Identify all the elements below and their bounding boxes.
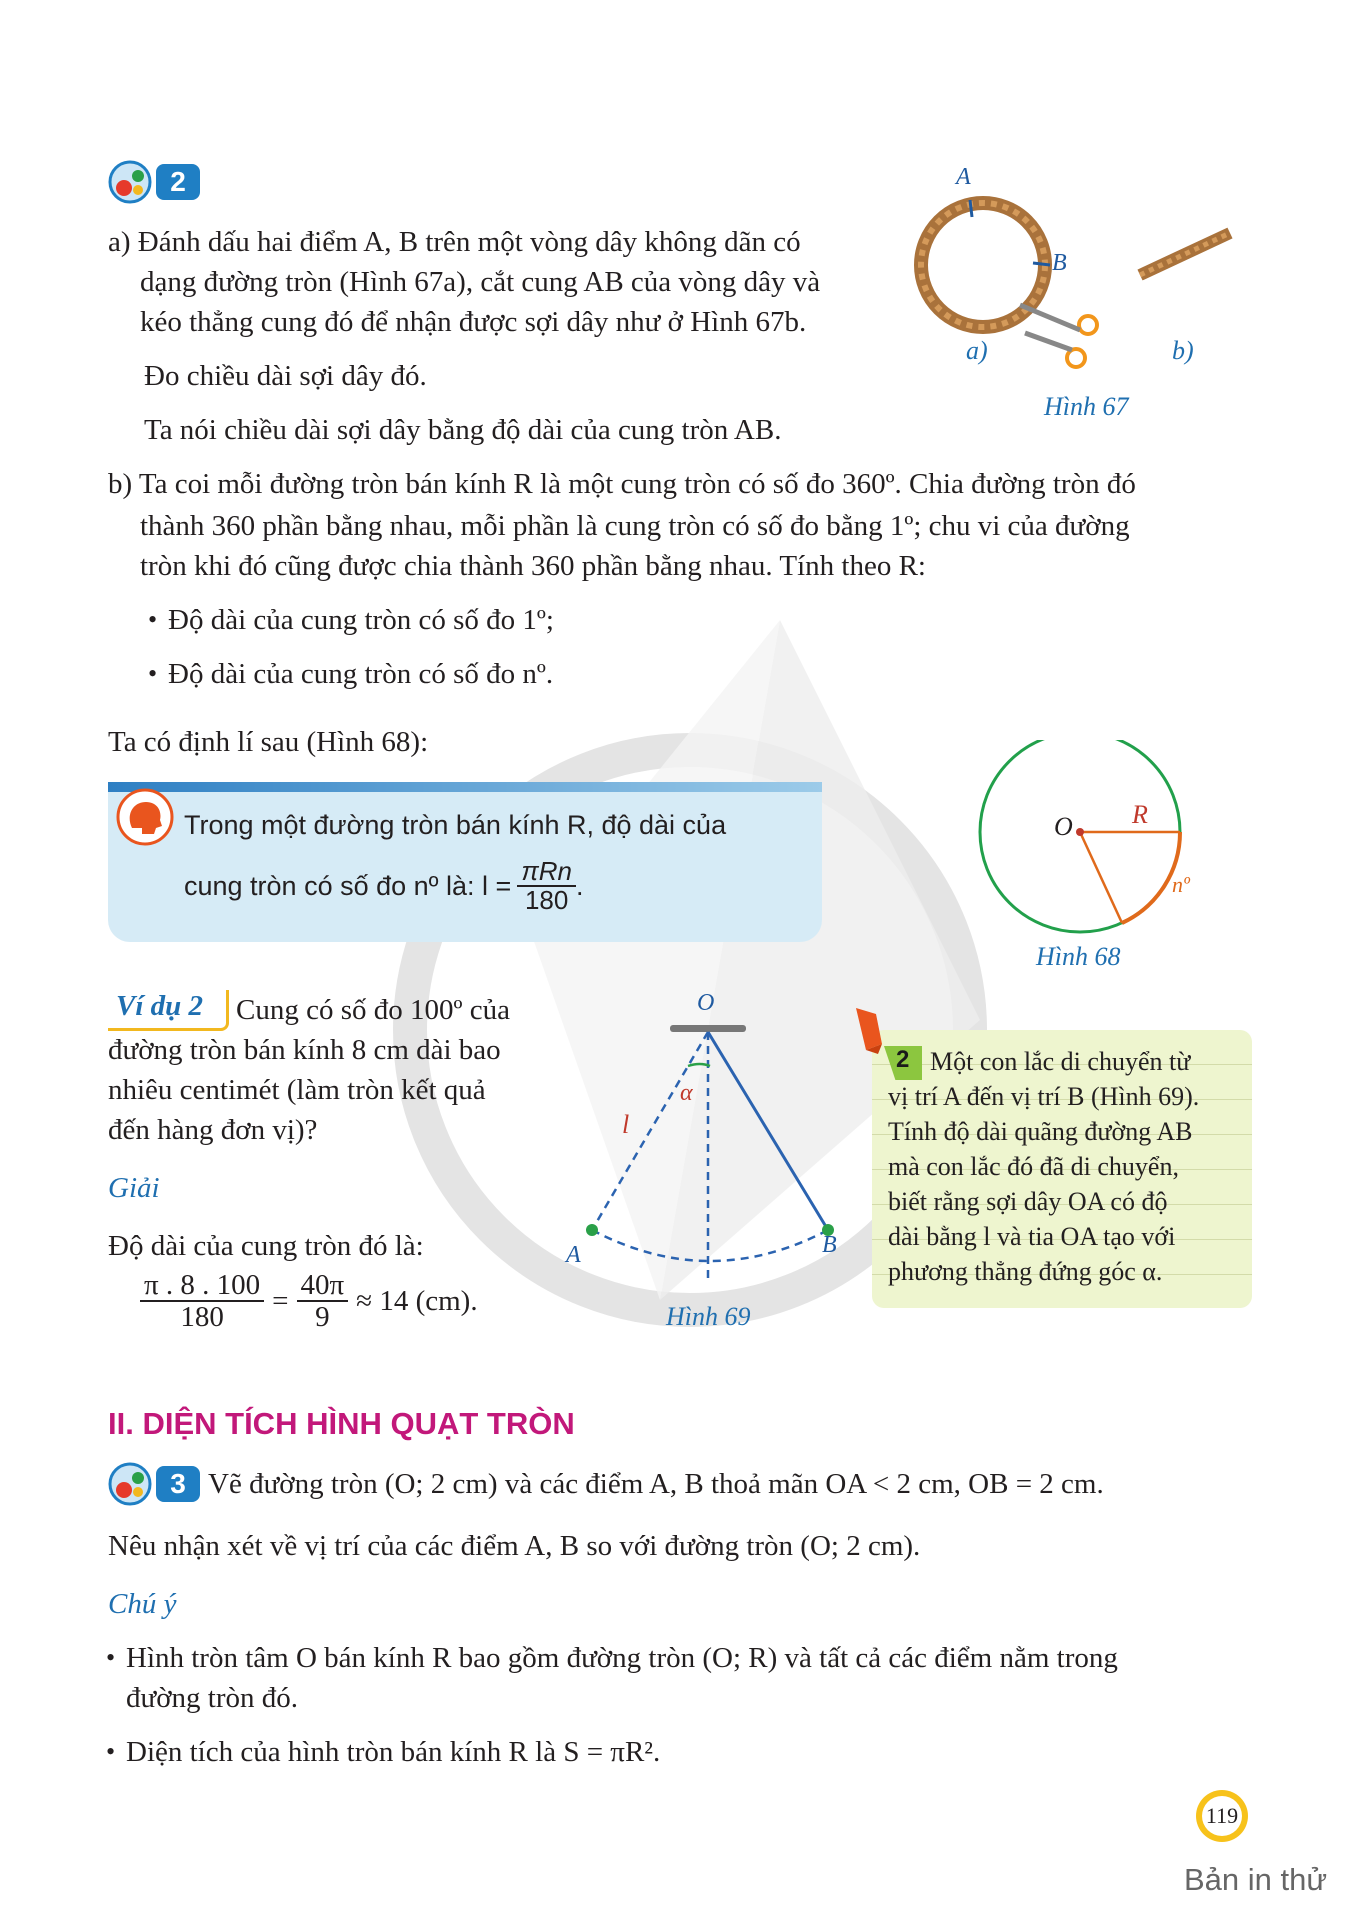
example-line1: Cung có số đo 100º của (236, 994, 510, 1026)
practice-line3: Tính độ dài quãng đường AB (888, 1117, 1193, 1146)
figure-68-circle (970, 740, 1200, 940)
practice-line1: Một con lắc di chuyển từ (930, 1047, 1191, 1076)
head-icon (116, 788, 174, 846)
fig69-label-B: B (822, 1232, 837, 1258)
scissors-icon (1020, 305, 1097, 367)
solution-line: Độ dài của cung tròn đó là: (108, 1230, 424, 1262)
activity2-b-line3: tròn khi đó cũng được chia thành 360 phần bằng nhau. Tính theo R: (140, 550, 926, 582)
activity2-b-line1: b) Ta coi mỗi đường tròn bán kính R là một cung tròn có số đo 360º. Chia đường tròn đó (108, 468, 1136, 500)
theorem-frac-den: 180 (524, 885, 569, 916)
fig67-label-b: b) (1172, 336, 1194, 365)
activity-number: 3 (156, 1466, 200, 1502)
fig67-label-A: A (956, 164, 971, 190)
practice-line7: phương thẳng đứng góc α. (888, 1257, 1163, 1286)
formula-frac1 (140, 1270, 264, 1333)
activity2-bullet2: • Độ dài của cung tròn có số đo nº. (168, 654, 553, 694)
activity2-a-line3: kéo thẳng cung đó để nhận được sợi dây như ở Hình 67b. (140, 306, 807, 338)
figure-67-rope (900, 165, 1260, 375)
solution-formula (140, 1270, 478, 1333)
activity2-b-line2: thành 360 phần bằng nhau, mỗi phần là cung tròn có số đo bằng 1º; chu vi của đường (140, 510, 1130, 542)
example-label: Ví dụ 2 (116, 990, 204, 1022)
theorem-line1: Trong một đường tròn bán kính R, độ dài của (184, 810, 727, 840)
activity2-a-line2: dạng đường tròn (Hình 67a), cắt cung AB của vòng dây và (140, 266, 821, 298)
activity-badge-2 (108, 162, 204, 202)
activity2-bullet1: • Độ dài của cung tròn có số đo 1º; (168, 600, 554, 640)
fig68-label-O: O (1054, 812, 1073, 841)
note-label: Chú ý (108, 1588, 177, 1620)
theorem-intro: Ta có định lí sau (Hình 68): (108, 726, 429, 758)
practice-line6: dài bằng l và tia OA tạo với (888, 1222, 1176, 1251)
practice-line4: mà con lắc đó đã di chuyển, (888, 1152, 1179, 1181)
fig67-caption: Hình 67 (1044, 392, 1129, 421)
activity2-a-line5: Ta nói chiều dài sợi dây bằng độ dài của cung tròn AB. (144, 414, 782, 446)
formula-frac2-den: 9 (315, 1301, 330, 1334)
draft-watermark-text: Bản in thử (1184, 1862, 1328, 1897)
activity-badge-3 (108, 1464, 204, 1504)
note-bullet1-line1: • Hình tròn tâm O bán kính R bao gồm đường tròn (O; R) và tất cả các điểm nằm trong (126, 1638, 1118, 1678)
solution-label: Giải (108, 1172, 160, 1204)
fig67-label-B: B (1052, 250, 1067, 276)
formula-frac2 (297, 1270, 349, 1333)
theorem-line2-suffix: . (575, 870, 584, 901)
activity3-line1: Vẽ đường tròn (O; 2 cm) và các điểm A, B thoả mãn OA < 2 cm, OB = 2 cm. (208, 1468, 1104, 1500)
figure-69-pendulum (560, 1010, 860, 1310)
example-line2: đường tròn bán kính 8 cm dài bao (108, 1034, 501, 1066)
theorem-line2 (184, 858, 583, 915)
example-line4: đến hàng đơn vị)? (108, 1114, 318, 1146)
practice-line5: biết rằng sợi dây OA có độ (888, 1187, 1168, 1216)
practice-line2: vị trí A đến vị trí B (Hình 69). (888, 1082, 1200, 1111)
activity2-a-line4: Đo chiều dài sợi dây đó. (144, 360, 427, 392)
theorem-bar (108, 782, 822, 792)
activity3-line2: Nêu nhận xét về vị trí của các điểm A, B so với đường tròn (O; 2 cm). (108, 1530, 921, 1562)
practice-number: 2 (896, 1046, 910, 1073)
page-number: 119 (1202, 1796, 1242, 1836)
fig69-label-A: A (566, 1242, 581, 1268)
formula-equals: = (272, 1284, 289, 1317)
fig69-label-alpha: α (680, 1080, 693, 1106)
note-bullet1-line2: đường tròn đó. (126, 1682, 299, 1714)
note-bullet2: • Diện tích của hình tròn bán kính R là S = πR². (126, 1732, 660, 1772)
fig69-label-l: l (622, 1110, 630, 1139)
fig68-caption: Hình 68 (1036, 942, 1121, 971)
formula-approx: ≈ 14 (cm). (356, 1284, 478, 1317)
activity2-a-line1: a) Đánh dấu hai điểm A, B trên một vòng dây không dãn có (108, 226, 801, 258)
fig69-label-O: O (697, 990, 715, 1016)
example-line3: nhiêu centimét (làm tròn kết quả (108, 1074, 486, 1106)
formula-frac2-num: 40π (297, 1270, 349, 1302)
fig69-caption: Hình 69 (666, 1302, 751, 1331)
fig67-label-a: a) (966, 336, 988, 365)
activity-number: 2 (156, 164, 200, 200)
fig68-label-n: nº (1172, 872, 1190, 897)
page-number-badge (1196, 1790, 1248, 1842)
formula-frac1-num: π . 8 . 100 (140, 1270, 264, 1302)
section-title: II. DIỆN TÍCH HÌNH QUẠT TRÒN (108, 1406, 575, 1441)
fig68-label-R: R (1132, 800, 1148, 829)
theorem-line2-prefix: cung tròn có số đo nº là: l = (184, 870, 512, 901)
pen-icon (848, 1004, 888, 1054)
formula-frac1-den: 180 (180, 1301, 224, 1334)
theorem-frac-num: πRn (517, 858, 576, 887)
theorem-fraction (517, 858, 576, 915)
